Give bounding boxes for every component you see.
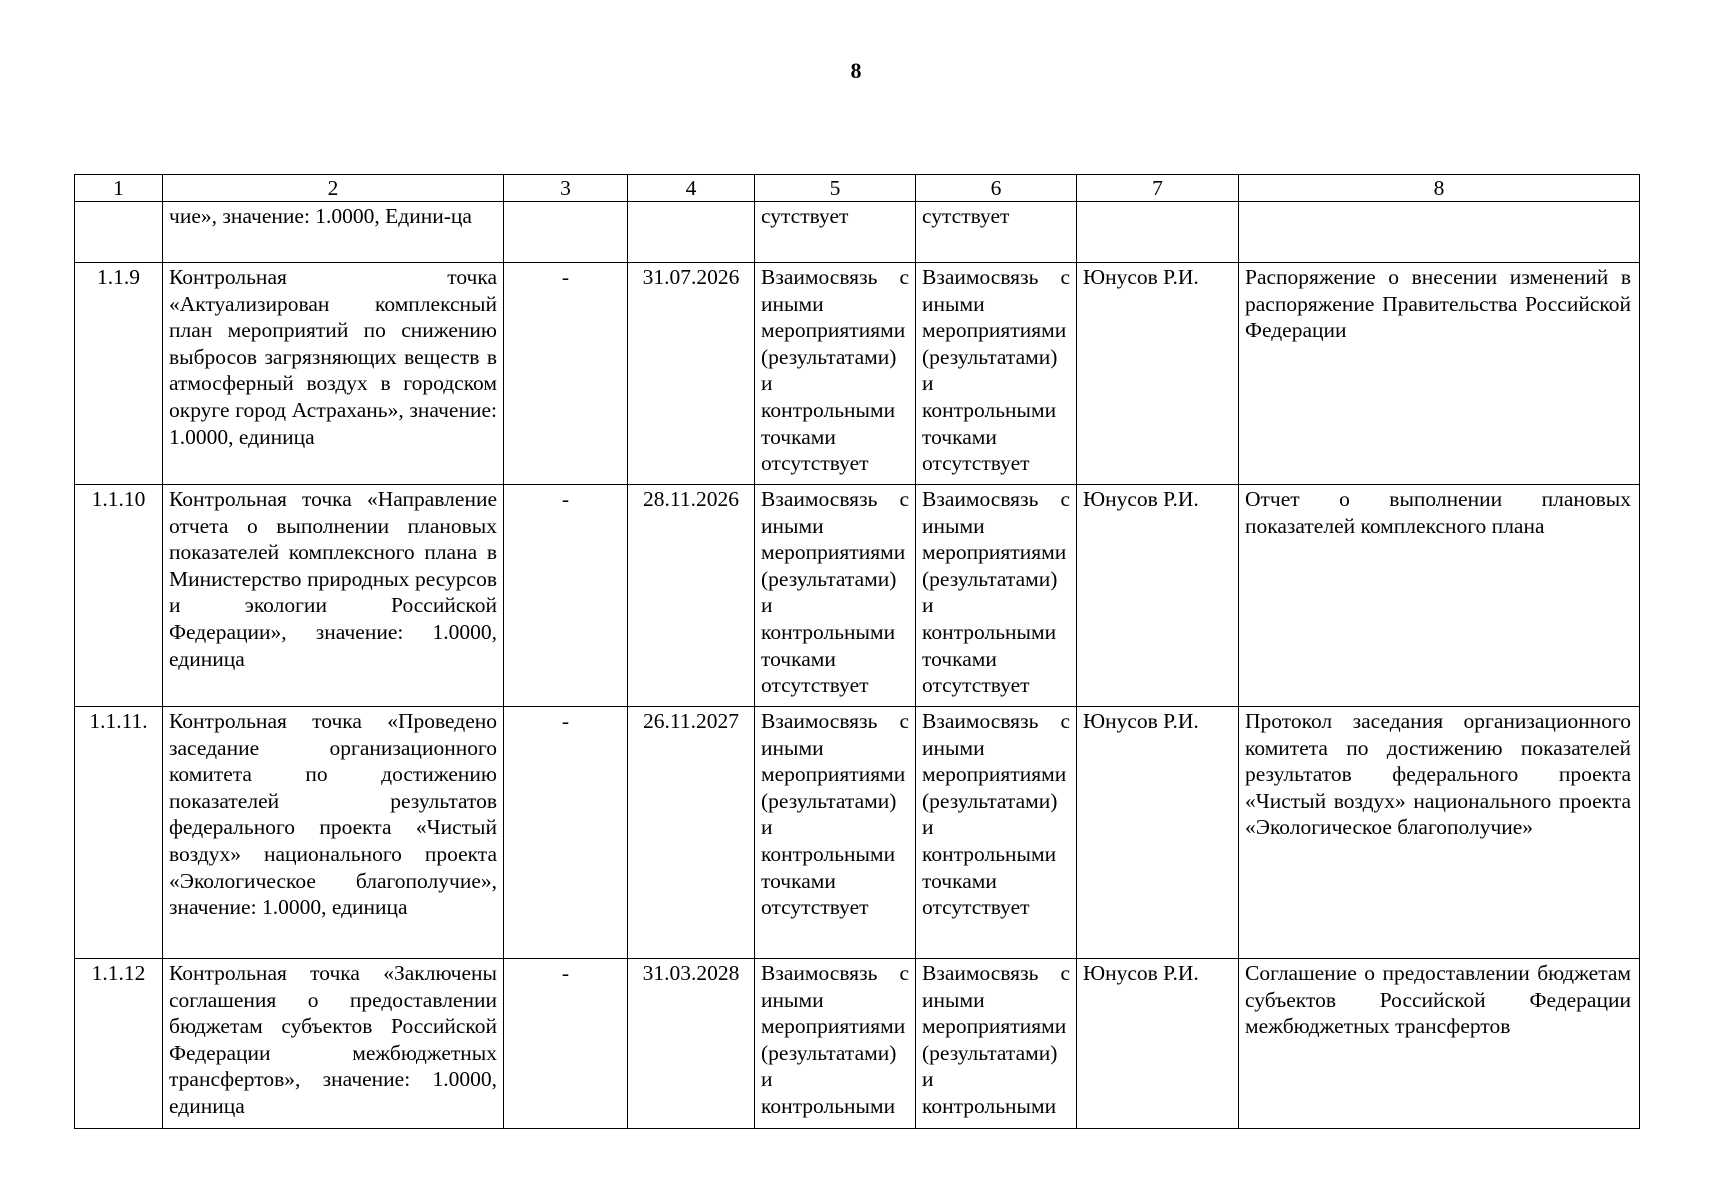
table-row [75, 959, 1640, 1129]
row-number [75, 202, 163, 263]
row-date [628, 202, 755, 263]
row-responsible: Юнусов Р.И. [1077, 707, 1239, 959]
row-dash [504, 202, 628, 263]
row-number: 1.1.10 [75, 485, 163, 707]
table-row [75, 485, 1640, 707]
row-relationship-5: Взаимосвязь с иными мероприятиями (результатами) и контрольными точками отсутствует [755, 485, 916, 707]
row-date: 31.07.2026 [628, 263, 755, 485]
row-relationship-6: Взаимосвязь с иными мероприятиями (результатами) и контрольными точками отсутствует [916, 707, 1077, 959]
row-document: Протокол заседания организационного комитета по достижению показателей результатов федерального проекта «Чистый воздух» национального проекта «Экологическое благополучие» [1239, 707, 1640, 959]
row-relationship-5: сутствует [755, 202, 916, 263]
column-header-1: 1 [75, 175, 163, 202]
row-responsible: Юнусов Р.И. [1077, 959, 1239, 1129]
row-relationship-5: Взаимосвязь с иными мероприятиями (результатами) и контрольными [755, 959, 916, 1129]
row-number: 1.1.11. [75, 707, 163, 959]
row-date: 26.11.2027 [628, 707, 755, 959]
column-header-5: 5 [755, 175, 916, 202]
row-responsible [1077, 202, 1239, 263]
row-dash: - [504, 959, 628, 1129]
row-relationship-6: Взаимосвязь с иными мероприятиями (результатами) и контрольными точками отсутствует [916, 263, 1077, 485]
row-relationship-6: Взаимосвязь с иными мероприятиями (результатами) и контрольными точками отсутствует [916, 485, 1077, 707]
table-row [75, 263, 1640, 485]
column-header-6: 6 [916, 175, 1077, 202]
column-header-3: 3 [504, 175, 628, 202]
table-row [75, 202, 1640, 263]
row-responsible: Юнусов Р.И. [1077, 263, 1239, 485]
row-date: 31.03.2028 [628, 959, 755, 1129]
row-dash: - [504, 485, 628, 707]
table-row [75, 707, 1640, 959]
row-relationship-6: сутствует [916, 202, 1077, 263]
row-responsible: Юнусов Р.И. [1077, 485, 1239, 707]
row-document: Распоряжение о внесении изменений в распоряжение Правительства Российской Федерации [1239, 263, 1640, 485]
row-number: 1.1.12 [75, 959, 163, 1129]
row-description: чие», значение: 1.0000, Едини-ца [163, 202, 504, 263]
table-header-row [75, 175, 1640, 202]
row-relationship-5: Взаимосвязь с иными мероприятиями (результатами) и контрольными точками отсутствует [755, 263, 916, 485]
row-description: Контрольная точка «Заключены соглашения о предоставлении бюджетам субъектов Российской Федерации межбюджетных трансфертов», значение: 1.0000, единица [163, 959, 504, 1129]
row-description: Контрольная точка «Направление отчета о выполнении плановых показателей комплексного плана в Министерство природных ресурсов и экологии Российской Федерации», значение: 1.0000, единица [163, 485, 504, 707]
row-document: Отчет о выполнении плановых показателей комплексного плана [1239, 485, 1640, 707]
page-number: 8 [850, 58, 862, 83]
row-relationship-5: Взаимосвязь с иными мероприятиями (результатами) и контрольными точками отсутствует [755, 707, 916, 959]
column-header-8: 8 [1239, 175, 1640, 202]
row-document [1239, 202, 1640, 263]
control-points-table [74, 174, 1640, 1129]
row-description: Контрольная точка «Актуализирован комплексный план мероприятий по снижению выбросов загрязняющих веществ в атмосферный воздух в городском округе город Астрахань», значение: 1.0000, единица [163, 263, 504, 485]
column-header-4: 4 [628, 175, 755, 202]
row-relationship-6: Взаимосвязь с иными мероприятиями (результатами) и контрольными [916, 959, 1077, 1129]
column-header-2: 2 [163, 175, 504, 202]
row-document: Соглашение о предоставлении бюджетам субъектов Российской Федерации межбюджетных трансфертов [1239, 959, 1640, 1129]
column-header-7: 7 [1077, 175, 1239, 202]
row-date: 28.11.2026 [628, 485, 755, 707]
row-dash: - [504, 263, 628, 485]
row-dash: - [504, 707, 628, 959]
row-number: 1.1.9 [75, 263, 163, 485]
row-description: Контрольная точка «Проведено заседание организационного комитета по достижению показателей результатов федерального проекта «Чистый воздух» национального проекта «Экологическое благополучие», значение: 1.0000, единица [163, 707, 504, 959]
